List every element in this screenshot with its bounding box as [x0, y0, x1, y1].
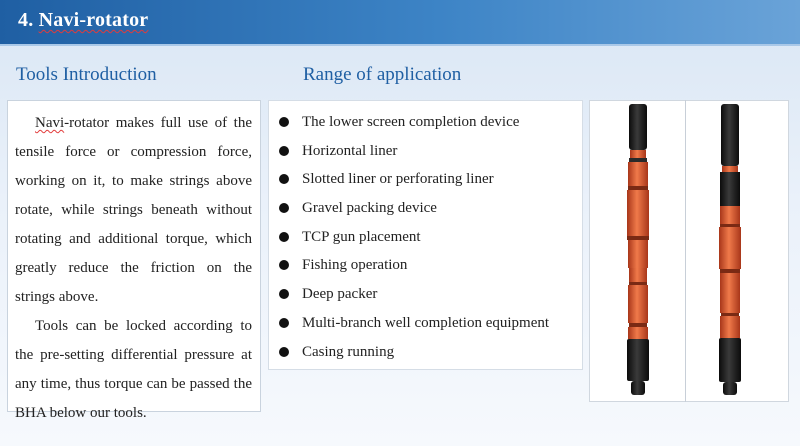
bullet-icon	[279, 260, 289, 270]
range-item-label: Horizontal liner	[302, 142, 398, 159]
slide-title-number: 4.	[18, 9, 34, 31]
range-item	[269, 309, 549, 338]
slide-title	[18, 9, 148, 32]
tools-introduction-box	[7, 100, 261, 421]
range-item	[269, 165, 549, 194]
navi-rotator-tool-image-left	[620, 104, 656, 400]
intro-paragraph-1-rest: -rotator makes full use of the tensile force or compression force, working on it, to make strings above rotate, while strings beneath without rotating and additional torque, which greatly reduce the friction on the strings above.	[15, 115, 252, 305]
range-of-application-heading: Range of application	[303, 64, 462, 85]
range-item-label: The lower screen completion device	[302, 114, 520, 130]
range-list	[269, 108, 549, 366]
range-item-label: Slotted liner or perforating liner	[302, 171, 494, 188]
range-item	[269, 108, 549, 137]
intro-paragraph-1	[15, 109, 252, 312]
range-item-label: TCP gun placement	[302, 228, 421, 245]
bullet-icon	[279, 117, 289, 127]
photo-divider	[685, 100, 686, 402]
range-item	[269, 280, 549, 309]
bullet-icon	[279, 232, 289, 242]
range-item	[269, 194, 549, 223]
bullet-icon	[279, 174, 289, 184]
bullet-icon	[279, 203, 289, 213]
range-item-label: Fishing operation	[302, 257, 408, 274]
range-item-label: Gravel packing device	[302, 200, 437, 217]
intro-paragraph-1-word: Navi	[35, 115, 65, 131]
range-of-application-box	[268, 100, 583, 370]
tool-photo-panel	[589, 100, 789, 402]
range-item-label: Casing running	[302, 343, 395, 360]
tools-introduction-heading: Tools Introduction	[16, 64, 157, 85]
intro-paragraph-2: Tools can be locked according to the pre-setting differential pressure at any time, thus torque can be passed the BHA below our tools.	[15, 318, 252, 421]
range-item	[269, 223, 549, 252]
range-item	[269, 338, 549, 367]
range-item	[269, 137, 549, 166]
slide-title-text: Navi-rotator	[38, 9, 149, 31]
title-bar	[0, 0, 800, 46]
bullet-icon	[279, 318, 289, 328]
navi-rotator-tool-image-right	[712, 104, 748, 400]
range-item	[269, 251, 549, 280]
bullet-icon	[279, 146, 289, 156]
bullet-icon	[279, 347, 289, 357]
bullet-icon	[279, 289, 289, 299]
range-item-label: Deep packer	[302, 286, 378, 303]
range-item-label: Multi-branch well completion equipment	[302, 314, 550, 331]
